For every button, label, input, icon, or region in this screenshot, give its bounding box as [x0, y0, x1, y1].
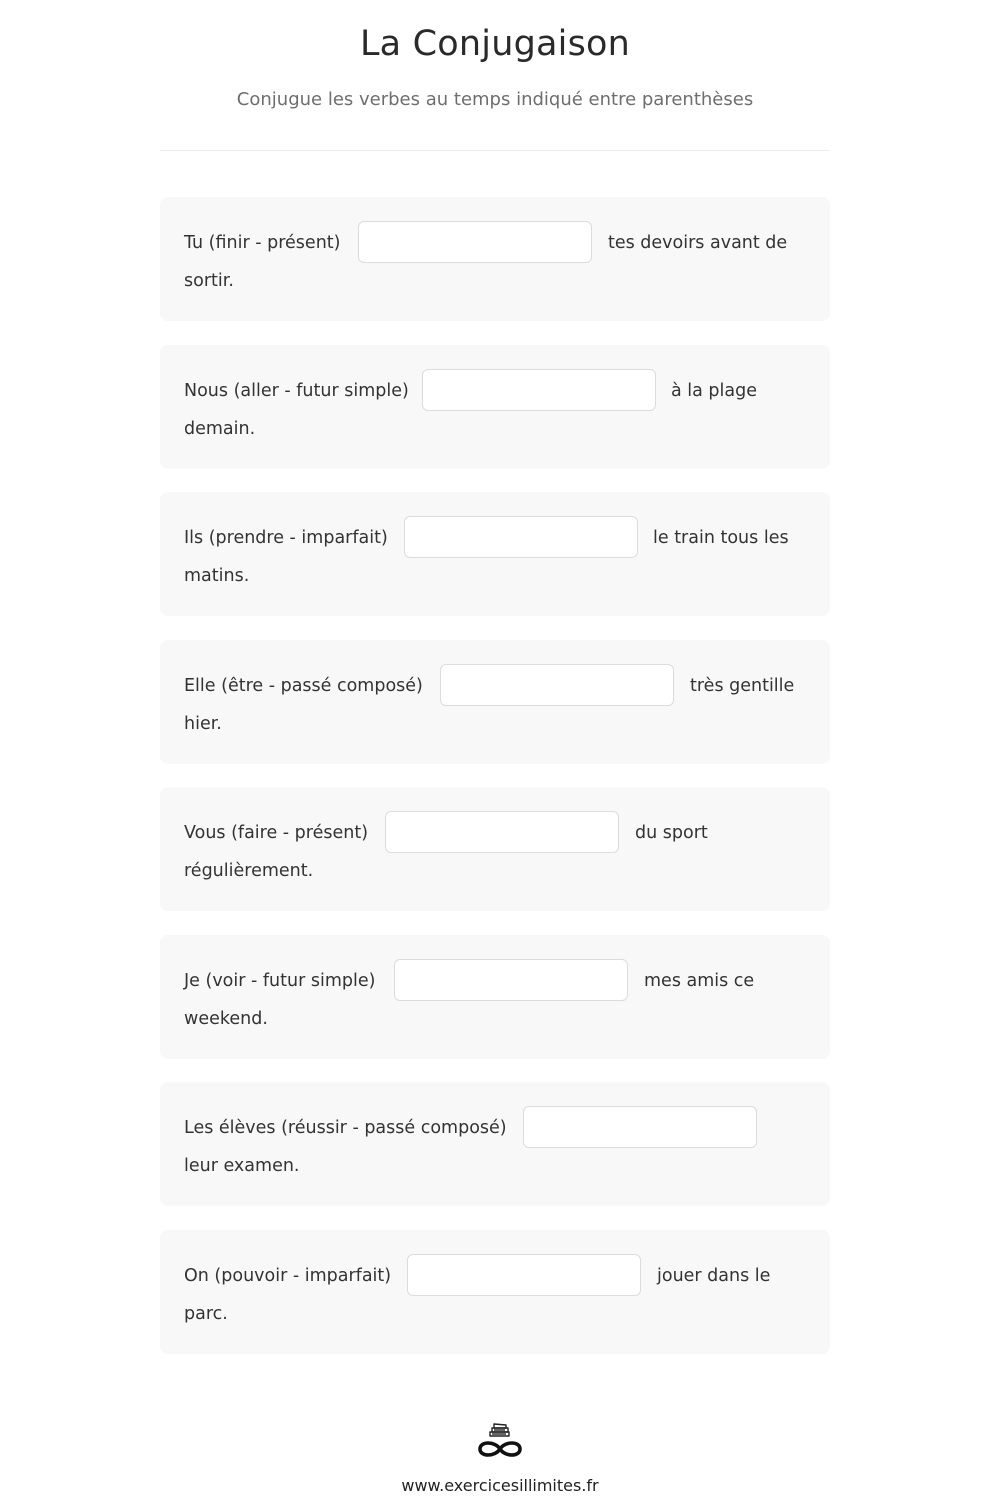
exercise-prompt: Tu (finir - présent)	[184, 233, 341, 253]
answer-input[interactable]	[394, 959, 628, 1001]
exercise-card	[160, 345, 830, 469]
answer-input[interactable]	[407, 1254, 641, 1296]
exercise-prompt: Elle (être - passé composé)	[184, 675, 423, 696]
exercise-prompt: Ils (prendre - imparfait)	[184, 528, 388, 548]
exercise-continuation: à la plage	[671, 380, 758, 401]
exercise-list	[160, 197, 830, 1377]
page-title: La Conjugaison	[359, 24, 631, 64]
exercise-rest: demain.	[184, 418, 256, 439]
exercise-rest: hier.	[184, 713, 222, 734]
exercise-card	[160, 787, 830, 911]
answer-input[interactable]	[385, 811, 619, 853]
exercise-prompt: On (pouvoir - imparfait)	[184, 1265, 392, 1286]
answer-input[interactable]	[358, 221, 592, 263]
exercise-prompt: Les élèves (réussir - passé composé)	[184, 1118, 507, 1138]
exercise-rest: weekend.	[184, 1008, 268, 1029]
exercise-card	[160, 935, 830, 1059]
answer-input[interactable]	[440, 664, 674, 706]
answer-input[interactable]	[523, 1106, 757, 1148]
answer-input[interactable]	[422, 369, 656, 411]
page-footer	[0, 1420, 1000, 1495]
exercise-rest: parc.	[184, 1303, 228, 1324]
exercise-prompt: Vous (faire - présent)	[184, 823, 369, 843]
exercise-continuation: le train tous les	[653, 528, 789, 548]
exercise-prompt: Je (voir - futur simple)	[184, 970, 376, 991]
exercise-card	[160, 492, 830, 616]
answer-input[interactable]	[404, 516, 638, 558]
page-subtitle: Conjugue les verbes au temps indiqué entre parenthèses	[236, 89, 754, 110]
exercise-rest: sortir.	[184, 271, 234, 291]
exercise-card	[160, 197, 830, 321]
exercise-continuation: mes amis ce	[644, 970, 755, 991]
website-url: www.exercicesillimites.fr	[401, 1476, 599, 1495]
exercise-card	[160, 1230, 830, 1354]
exercise-rest: matins.	[184, 566, 250, 586]
page-header	[160, 0, 830, 151]
books-infinity-logo-icon	[475, 1420, 525, 1462]
exercise-prompt: Nous (aller - futur simple)	[184, 380, 409, 401]
exercise-continuation: jouer dans le	[657, 1265, 771, 1286]
exercise-continuation: très gentille	[690, 675, 795, 696]
exercise-continuation: tes devoirs avant de	[608, 233, 788, 253]
exercise-rest: régulièrement.	[184, 861, 314, 881]
exercise-card	[160, 1082, 830, 1206]
exercise-rest: leur examen.	[184, 1156, 300, 1176]
exercise-continuation: du sport	[635, 823, 708, 843]
exercise-card	[160, 640, 830, 764]
